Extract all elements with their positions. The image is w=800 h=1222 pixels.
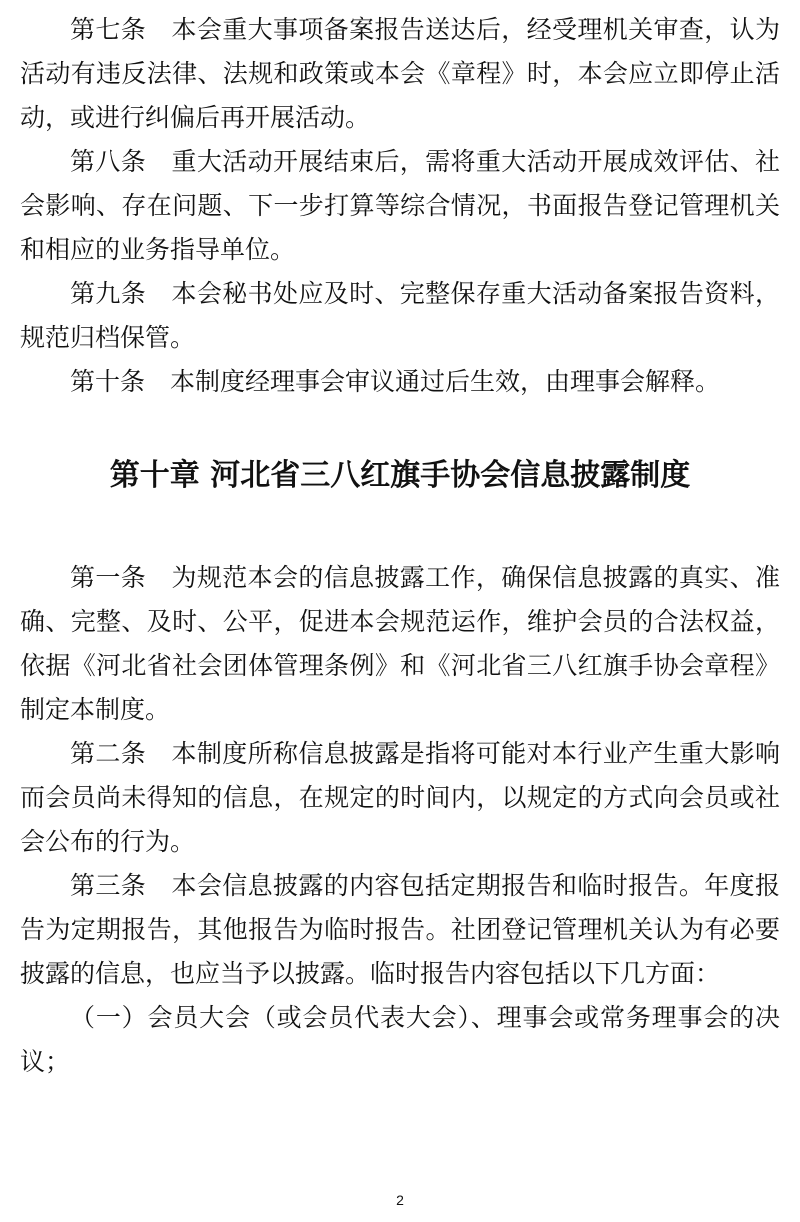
article-10-paragraph: 第十条 本制度经理事会审议通过后生效，由理事会解释。 [70, 367, 721, 396]
document-body [20, 8, 780, 1084]
page-number: 2 [396, 1192, 404, 1208]
article-7-paragraph: 第七条 本会重大事项备案报告送达后，经受理机关审查，认为活动有违反法律、法规和政策或本会《章程》时，本会应立即停止活动，或进行纠偏后再开展活动。 [20, 15, 780, 132]
chapter-article-3-paragraph: 第三条 本会信息披露的内容包括定期报告和临时报告。年度报告为定期报告，其他报告为临时报告。社团登记管理机关认为有必要披露的信息，也应当予以披露。临时报告内容包括以下几方面： [20, 871, 780, 988]
chapter-article-2-paragraph: 第二条 本制度所称信息披露是指将可能对本行业产生重大影响而会员尚未得知的信息，在规定的时间内，以规定的方式向会员或社会公布的行为。 [20, 739, 780, 856]
chapter-item-1-paragraph: （一）会员大会（或会员代表大会）、理事会或常务理事会的决议； [20, 1003, 780, 1076]
article-8-paragraph: 第八条 重大活动开展结束后，需将重大活动开展成效评估、社会影响、存在问题、下一步打算等综合情况，书面报告登记管理机关和相应的业务指导单位。 [20, 147, 780, 264]
chapter-article-1-paragraph: 第一条 为规范本会的信息披露工作，确保信息披露的真实、准确、完整、及时、公平，促进本会规范运作，维护会员的合法权益，依据《河北省社会团体管理条例》和《河北省三八红旗手协会章程》制定本制度。 [20, 563, 780, 724]
article-9-paragraph: 第九条 本会秘书处应及时、完整保存重大活动备案报告资料，规范归档保管。 [20, 279, 780, 352]
chapter-title: 第十章 河北省三八红旗手协会信息披露制度 [109, 458, 691, 493]
